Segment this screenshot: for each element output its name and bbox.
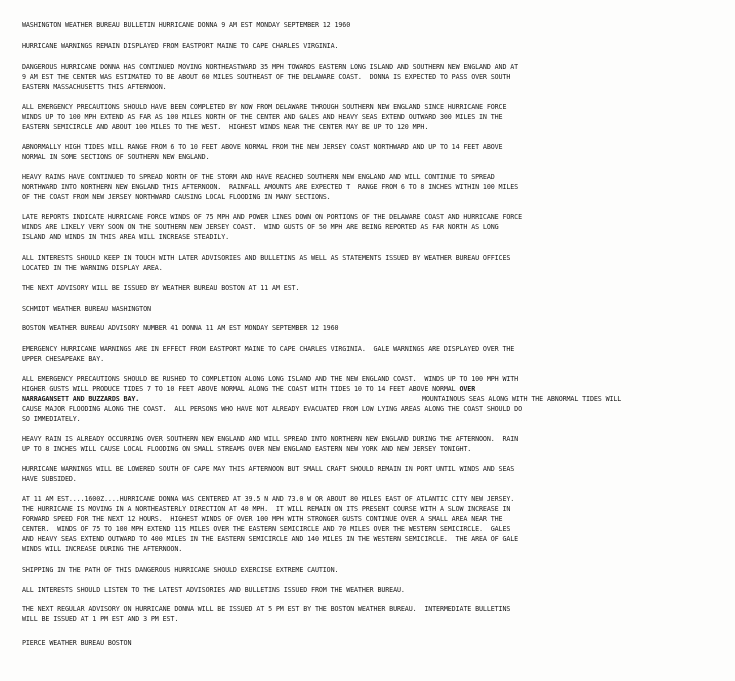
- bulletin2-p2-line3-text: MOUNTAINOUS SEAS ALONG WITH THE ABNORMAL TIDES WILL: [422, 395, 622, 403]
- bulletin2-p5-line6: WINDS WILL INCREASE DURING THE AFTERNOON.: [22, 545, 183, 553]
- bulletin2-p5-line3: FORWARD SPEED FOR THE NEXT 12 HOURS. HIGHEST WINDS OF OVER 100 MPH WITH STRONGER GUSTS CONTINUE OVER A SMALL AREA NEAR THE: [22, 515, 503, 523]
- bulletin2-p2-line5: SO IMMEDIATELY.: [22, 415, 81, 423]
- bulletin1-p3-line2: WINDS UP TO 100 MPH EXTEND AS FAR AS 100 MILES NORTH OF THE CENTER AND GALES AND HEAVY SEAS EXTEND OUTWARD 300 MILES IN THE: [22, 113, 503, 121]
- bulletin2-p1-line2: UPPER CHESAPEAKE BAY.: [22, 355, 105, 363]
- bulletin1-p2-line2: 9 AM EST THE CENTER WAS ESTIMATED TO BE ABOUT 60 MILES SOUTHEAST OF THE DELAWARE COAST. DONNA IS EXPECTED TO PASS OVER SOUTH: [22, 73, 511, 81]
- bulletin1-p3-line3: EASTERN SEMICIRCLE AND ABOUT 100 MILES TO THE WEST. HIGHEST WINDS NEAR THE CENTER MAY BE UP TO 120 MPH.: [22, 123, 429, 131]
- bulletin2-p8-line1: THE NEXT REGULAR ADVISORY ON HURRICANE DONNA WILL BE ISSUED AT 5 PM EST BY THE BOSTON WEATHER BUREAU. INTERMEDIATE BULLETINS: [22, 605, 511, 613]
- bulletin2-p4-line1: HURRICANE WARNINGS WILL BE LOWERED SOUTH OF CAPE MAY THIS AFTERNOON BUT SMALL CRAFT SHOULD REMAIN IN PORT UNTIL WINDS AND SEAS: [22, 465, 515, 473]
- bulletin2-p6-line1: SHIPPING IN THE PATH OF THIS DANGEROUS HURRICANE SHOULD EXERCISE EXTREME CAUTION.: [22, 566, 339, 574]
- bulletin2-p2-line2: [22, 385, 475, 394]
- bulletin2-p5-line5: AND HEAVY SEAS EXTEND OUTWARD TO 400 MILES IN THE EASTERN SEMICIRCLE AND 140 MILES IN THE WESTERN SEMICIRCLE. THE AREA OF GALE: [22, 535, 519, 543]
- bulletin2-p2-line3-bold: NARRAGANSETT AND BUZZARDS BAY.: [22, 395, 140, 403]
- bulletin2-p2-line2-text: HIGHER GUSTS WILL PRODUCE TIDES 7 TO 10 FEET ABOVE NORMAL ALONG THE COAST WITH TIDES 10 TO 14 FEET ABOVE NORMAL: [22, 385, 460, 393]
- bulletin2-header: BOSTON WEATHER BUREAU ADVISORY NUMBER 41 DONNA 11 AM EST MONDAY SEPTEMBER 12 1960: [22, 324, 339, 332]
- bulletin2-p8-line2: WILL BE ISSUED AT 1 PM EST AND 3 PM EST.: [22, 615, 179, 623]
- bulletin2-p4-line2: HAVE SUBSIDED.: [22, 475, 77, 483]
- bulletin2-p5-line1: AT 11 AM EST....1600Z....HURRICANE DONNA WAS CENTERED AT 39.5 N AND 73.0 W OR ABOUT 80 MILES EAST OF ATLANTIC CITY NEW JERSEY.: [22, 495, 515, 503]
- bulletin1-header: WASHINGTON WEATHER BUREAU BULLETIN HURRICANE DONNA 9 AM EST MONDAY SEPTEMBER 12 1960: [22, 21, 351, 29]
- bulletin1-p5-line1: HEAVY RAINS HAVE CONTINUED TO SPREAD NORTH OF THE STORM AND HAVE REACHED SOUTHERN NEW ENGLAND AND WILL CONTINUE TO SPREAD: [22, 173, 495, 181]
- bulletin2-p5-line4: CENTER. WINDS OF 75 TO 100 MPH EXTEND 115 MILES OVER THE EASTERN SEMICIRCLE AND 70 MILES OVER THE WESTERN SEMICIRCLE. GALES: [22, 525, 511, 533]
- bulletin1-p4-line1: ABNORMALLY HIGH TIDES WILL RANGE FROM 6 TO 10 FEET ABOVE NORMAL FROM THE NEW JERSEY COAST NORTHWARD AND UP TO 14 FEET ABOVE: [22, 143, 503, 151]
- bulletin1-p7-line2: LOCATED IN THE WARNING DISPLAY AREA.: [22, 264, 163, 272]
- bulletin1-p6-line2: WINDS ARE LIKELY VERY SOON ON THE SOUTHERN NEW JERSEY COAST. WIND GUSTS OF 50 MPH ARE BEING REPORTED AS FAR NORTH AS LONG: [22, 223, 499, 231]
- bulletin1-p6-line1: LATE REPORTS INDICATE HURRICANE FORCE WINDS OF 75 MPH AND POWER LINES DOWN ON PORTIONS OF THE DELAWARE COAST AND HURRICANE FORCE: [22, 213, 522, 221]
- bulletin2-p5-line2: THE HURRICANE IS MOVING IN A NORTHEASTERLY DIRECTION AT 40 MPH. IT WILL REMAIN ON ITS PRESENT COURSE WITH A SLOW INCREASE IN: [22, 505, 511, 513]
- bulletin1-p7-line1: ALL INTERESTS SHOULD KEEP IN TOUCH WITH LATER ADVISORIES AND BULLETINS AS WELL AS STATEMENTS ISSUED BY WEATHER BUREAU OFFICES: [22, 254, 511, 262]
- bulletin2-p1-line1: EMERGENCY HURRICANE WARNINGS ARE IN EFFECT FROM EASTPORT MAINE TO CAPE CHARLES VIRGINIA. GALE WARNINGS ARE DISPLAYED OVER THE: [22, 345, 515, 353]
- bulletin1-p5-line3: OF THE COAST FROM NEW JERSEY NORTHWARD CAUSING LOCAL FLOODING IN MANY SECTIONS.: [22, 193, 331, 201]
- bulletin1-signature: SCHMIDT WEATHER BUREAU WASHINGTON: [22, 305, 151, 313]
- bulletin2-signature: PIERCE WEATHER BUREAU BOSTON: [22, 639, 132, 647]
- bulletin2-p2-line4: CAUSE MAJOR FLOODING ALONG THE COAST. ALL PERSONS WHO HAVE NOT ALREADY EVACUATED FROM LOW LYING AREAS ALONG THE COAST SHOULD DO: [22, 405, 522, 413]
- bulletin1-p3-line1: ALL EMERGENCY PRECAUTIONS SHOULD HAVE BEEN COMPLETED BY NOW FROM DELAWARE THROUGH SOUTHERN NEW ENGLAND SINCE HURRICANE FORCE: [22, 103, 507, 111]
- bulletin1-p8-line1: THE NEXT ADVISORY WILL BE ISSUED BY WEATHER BUREAU BOSTON AT 11 AM EST.: [22, 284, 300, 292]
- bulletin1-p2-line3: EASTERN MASSACHUSETTS THIS AFTERNOON.: [22, 83, 167, 91]
- bulletin1-p4-line2: NORMAL IN SOME SECTIONS OF SOUTHERN NEW ENGLAND.: [22, 153, 210, 161]
- bulletin2-p2-line1: ALL EMERGENCY PRECAUTIONS SHOULD BE RUSHED TO COMPLETION ALONG LONG ISLAND AND THE NEW ENGLAND COAST. WINDS UP TO 100 MPH WITH: [22, 375, 519, 383]
- bulletin1-p6-line3: ISLAND AND WINDS IN THIS AREA WILL INCREASE STEADILY.: [22, 233, 230, 241]
- bulletin2-p3-line2: UP TO 8 INCHES WILL CAUSE LOCAL FLOODING ON SMALL STREAMS OVER NEW ENGLAND EASTERN NEW YORK AND NEW JERSEY TONIGHT.: [22, 445, 472, 453]
- bulletin1-p2-line1: DANGEROUS HURRICANE DONNA HAS CONTINUED MOVING NORTHEASTWARD 35 MPH TOWARDS EASTERN LONG ISLAND AND SOUTHERN NEW ENGLAND AND AT: [22, 63, 519, 71]
- bulletin2-p7-line1: ALL INTERESTS SHOULD LISTEN TO THE LATEST ADVISORIES AND BULLETINS ISSUED FROM THE WEATHER BUREAU.: [22, 586, 405, 594]
- bulletin1-p1-line1: HURRICANE WARNINGS REMAIN DISPLAYED FROM EASTPORT MAINE TO CAPE CHARLES VIRGINIA.: [22, 42, 339, 50]
- bulletin1-p5-line2: NORTHWARD INTO NORTHERN NEW ENGLAND THIS AFTERNOON. RAINFALL AMOUNTS ARE EXPECTED T RANGE FROM 6 TO 8 INCHES WITHIN 100 MILES: [22, 183, 519, 191]
- bulletin2-p2-line2-bold: OVER: [459, 385, 476, 393]
- bulletin2-p3-line1: HEAVY RAIN IS ALREADY OCCURRING OVER SOUTHERN NEW ENGLAND AND WILL SPREAD INTO NORTHERN NEW ENGLAND DURING THE AFTERNOON. RAIN: [22, 435, 519, 443]
